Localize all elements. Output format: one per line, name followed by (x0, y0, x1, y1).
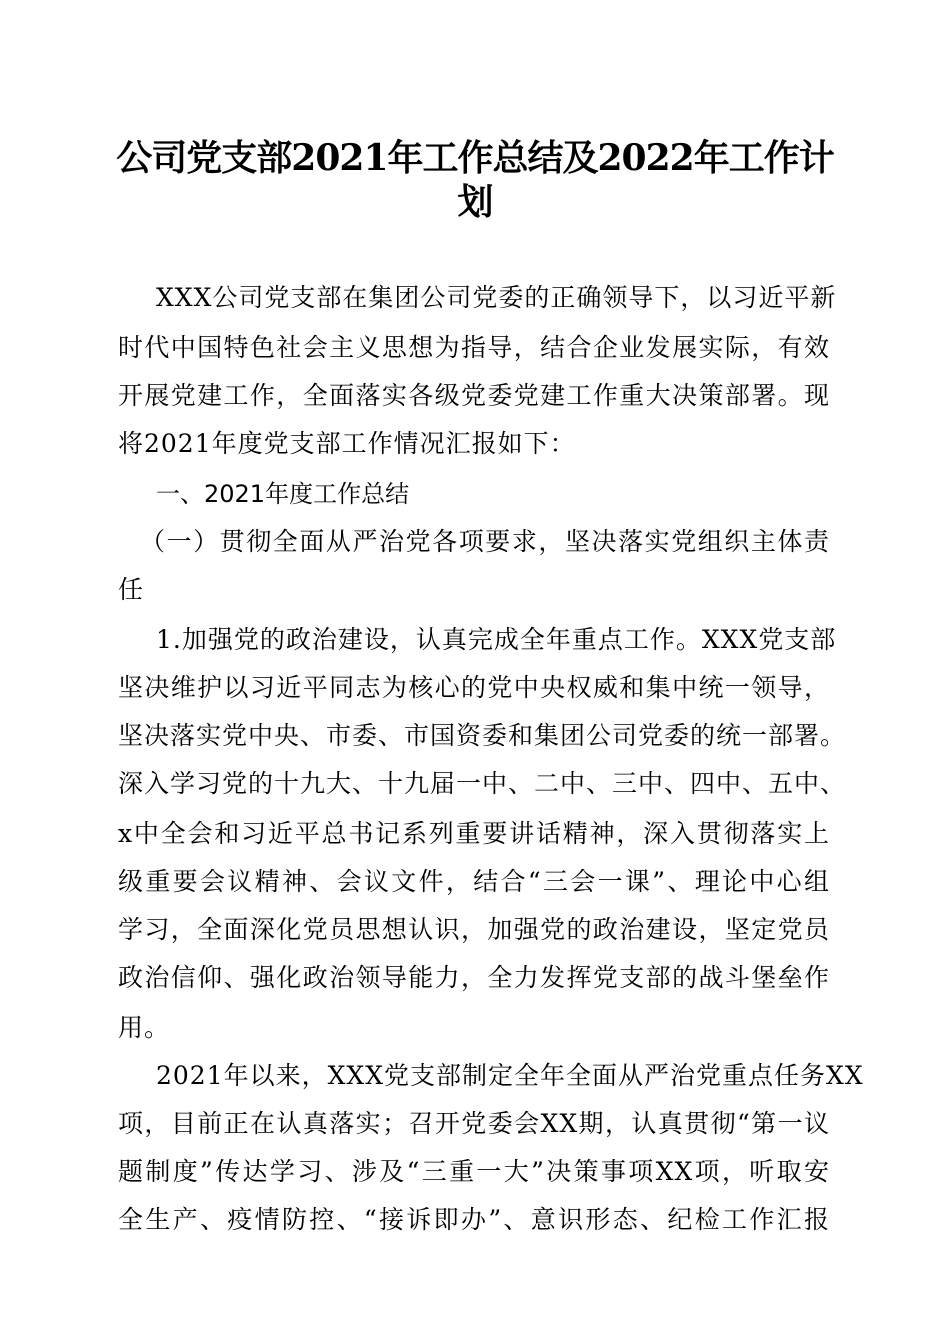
item-1-line-7: 学习，全面深化党员思想认识，加强党的政治建设，坚定党员 (118, 915, 830, 944)
item-1-line-9: 用。 (118, 1013, 171, 1042)
item-1-line-4: 深入学习党的十九大、十九届一中、二中、三中、四中、五中、 (118, 769, 847, 798)
subsection-heading-line-2: 任 (118, 575, 145, 604)
document-title-line-2: 划 (457, 181, 493, 223)
paragraph-2021-line-4: 全生产、疫情防控、“接诉即办”、意识形态、纪检工作汇报 (118, 1205, 830, 1234)
intro-line-1: XXX公司党支部在集团公司党委的正确领导下，以习近平新 (156, 283, 837, 312)
paragraph-2021-line-3: 题制度”传达学习、涉及“三重一大”决策事项XX项，听取安 (118, 1157, 830, 1186)
item-1-line-6: 级重要会议精神、会议文件，结合“三会一课”、理论中心组 (118, 867, 830, 896)
section-heading-2021-summary: 一、2021年度工作总结 (156, 480, 410, 508)
paragraph-2021-line-2: 项，目前正在认真落实；召开党委会XX期，认真贯彻“第一议 (118, 1109, 830, 1138)
item-1-line-5: x中全会和习近平总书记系列重要讲话精神，深入贯彻落实上 (118, 819, 830, 848)
paragraph-2021-line-1: 2021年以来，XXX党支部制定全年全面从严治党重点任务XX (156, 1061, 864, 1090)
document-title-line-1: 公司党支部2021年工作总结及2022年工作计 (116, 137, 834, 179)
intro-line-4: 将2021年度党支部工作情况汇报如下： (118, 429, 576, 458)
item-1-line-3: 坚决落实党中央、市委、市国资委和集团公司党委的统一部署。 (118, 721, 847, 750)
item-1-line-2: 坚决维护以习近平同志为核心的党中央权威和集中统一领导， (118, 673, 830, 702)
intro-line-3: 开展党建工作，全面落实各级党委党建工作重大决策部署。现 (118, 381, 830, 410)
intro-line-2: 时代中国特色社会主义思想为指导，结合企业发展实际，有效 (118, 333, 830, 362)
subsection-heading-line-1: （一）贯彻全面从严治党各项要求，坚决落实党组织主体责 (140, 527, 830, 556)
item-1-line-8: 政治信仰、强化政治领导能力，全力发挥党支部的战斗堡垒作 (118, 963, 830, 992)
item-1-line-1: 1.加强党的政治建设，认真完成全年重点工作。XXX党支部 (156, 625, 837, 654)
